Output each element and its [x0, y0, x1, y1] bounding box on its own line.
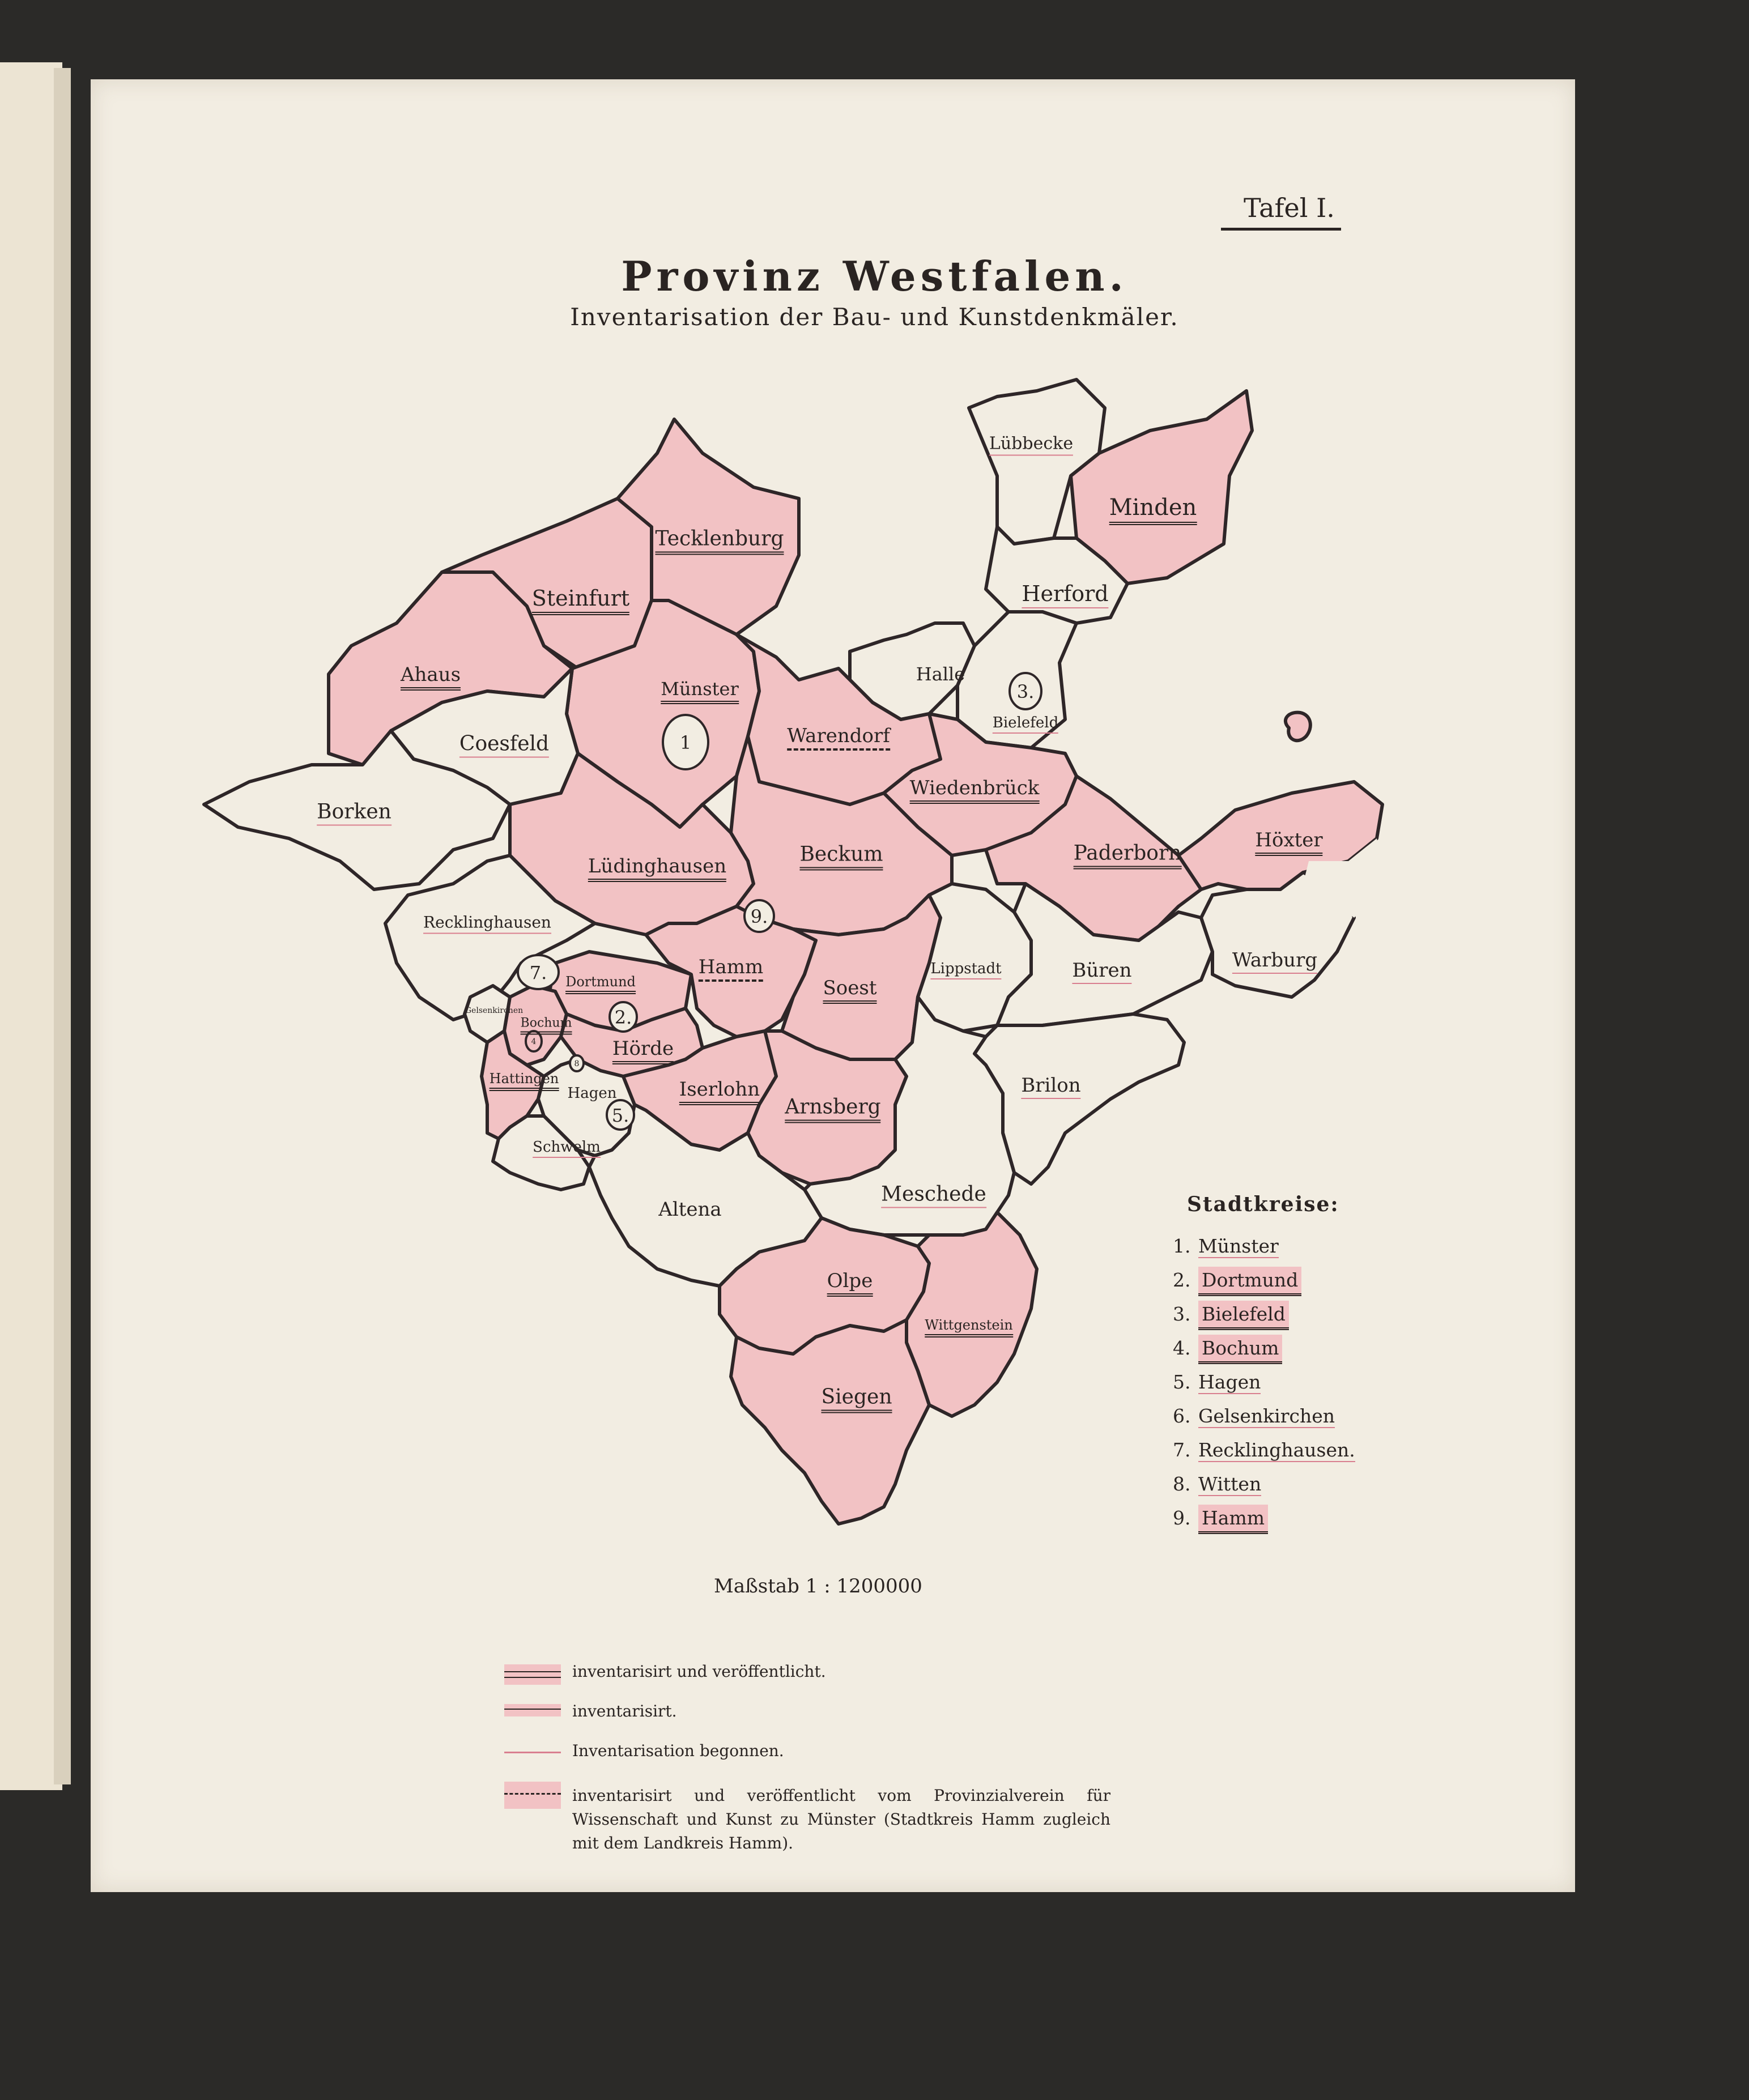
stadtkreis-number: 3.: [1173, 1303, 1191, 1325]
stadtkreis-item: [1173, 1371, 1261, 1393]
district-label-luedinghausen: Lüdinghausen: [588, 855, 726, 882]
district-label-beckum: Beckum: [799, 843, 883, 871]
district-wittgenstein: [907, 1212, 1037, 1416]
legend-swatch-line: [504, 1752, 561, 1753]
district-label-olpe: Olpe: [827, 1270, 873, 1297]
stadtkreis-number: 7.: [1173, 1439, 1191, 1461]
stadtkreis-item: [1173, 1507, 1268, 1529]
city-marker-number: 3.: [1016, 681, 1035, 702]
district-label-hattingen: Hattingen: [490, 1071, 559, 1091]
district-label-wiedenbrueck: Wiedenbrück: [910, 777, 1040, 804]
stadtkreis-item: [1173, 1303, 1289, 1325]
legend-swatch-line: [504, 1671, 561, 1678]
legend-text-single: inventarisirt.: [572, 1702, 677, 1720]
stadtkreis-number: 5.: [1173, 1371, 1191, 1393]
stadtkreis-number: 8.: [1173, 1473, 1191, 1495]
district-label-arnsberg: Arnsberg: [785, 1096, 880, 1123]
city-marker-number: 1: [679, 732, 692, 753]
district-label-altena: Altena: [658, 1198, 722, 1221]
district-label-hagen: Hagen: [567, 1085, 617, 1102]
district-label-hoerde: Hörde: [612, 1037, 674, 1064]
city-marker-number: 2.: [614, 1007, 632, 1028]
stadtkreis-name: Hamm: [1198, 1505, 1268, 1534]
city-marker-number: 9.: [750, 906, 768, 927]
district-label-warendorf: Warendorf: [787, 725, 890, 751]
stadtkreise-title: Stadtkreise:: [1187, 1192, 1339, 1216]
district-label-bielefeld: Bielefeld: [993, 714, 1058, 734]
stadtkreis-item: [1173, 1337, 1282, 1359]
district-label-bochum: Bochum: [521, 1016, 572, 1035]
district-siegen: [731, 1320, 929, 1524]
district-label-hoexter: Höxter: [1255, 829, 1322, 856]
district-label-gelsenkirchen: Gelsenkirchen: [465, 1006, 524, 1015]
stadtkreis-name: Hagen: [1198, 1371, 1261, 1393]
map-title: Provinz Westfalen.: [621, 252, 1128, 300]
stadtkreis-name: Gelsenkirchen: [1198, 1405, 1335, 1427]
legend-text-dashed: inventarisirt und veröffentlicht vom Provinzialverein für Wissenschaft und Kunst zu Münster (Stadtkreis Hamm zugleich mit dem Landkreis Hamm).: [572, 1786, 1110, 1852]
hoexter-exclave: [1286, 713, 1310, 741]
district-label-lippstadt: Lippstadt: [930, 960, 1001, 979]
stadtkreis-name: Dortmund: [1198, 1267, 1301, 1296]
district-label-soest: Soest: [823, 977, 877, 1004]
district-label-paderborn: Paderborn: [1074, 842, 1182, 870]
stadtkreis-item: [1173, 1235, 1279, 1257]
stadtkreis-number: 6.: [1173, 1405, 1191, 1427]
stadtkreis-name: Witten: [1198, 1473, 1262, 1495]
stadtkreis-item: [1173, 1439, 1355, 1461]
stadtkreis-number: 4.: [1173, 1337, 1191, 1359]
city-marker-number: 7.: [529, 962, 547, 983]
district-label-ahaus: Ahaus: [401, 663, 461, 691]
stadtkreis-name: Bielefeld: [1198, 1301, 1289, 1330]
district-label-luebbecke: Lübbecke: [989, 434, 1073, 456]
district-label-coesfeld: Coesfeld: [459, 732, 549, 758]
legend-swatch-double: [504, 1664, 561, 1685]
district-label-wittgenstein: Wittgenstein: [925, 1317, 1013, 1337]
district-label-recklinghausen: Recklinghausen: [423, 913, 551, 934]
city-marker-number: 5.: [611, 1105, 629, 1126]
legend-swatch-line: [504, 1793, 561, 1795]
district-label-iserlohn: Iserlohn: [679, 1078, 760, 1105]
stadtkreis-number: 1.: [1173, 1235, 1191, 1257]
district-label-herford: Herford: [1022, 581, 1108, 608]
city-marker-number: 8: [574, 1059, 580, 1068]
district-label-hamm: Hamm: [699, 956, 763, 982]
legend-swatch-dashed: [504, 1782, 561, 1809]
stadtkreis-name: Münster: [1198, 1235, 1279, 1257]
stadtkreis-name: Bochum: [1198, 1335, 1282, 1364]
legend-text-line: Inventarisation begonnen.: [572, 1741, 784, 1760]
district-label-minden: Minden: [1109, 495, 1197, 525]
map-subtitle: Inventarisation der Bau- und Kunstdenkmäler.: [570, 303, 1179, 331]
district-label-brilon: Brilon: [1021, 1074, 1080, 1099]
plate-label: Tafel I.: [1244, 193, 1335, 223]
district-label-borken: Borken: [317, 800, 391, 826]
stadtkreis-item: [1173, 1473, 1261, 1495]
district-label-steinfurt: Steinfurt: [532, 586, 629, 615]
district-label-schwelm: Schwelm: [533, 1139, 601, 1158]
district-label-halle: Halle: [916, 663, 965, 685]
legend-swatch-line: [504, 1709, 561, 1710]
district-label-muenster: Münster: [661, 678, 739, 704]
district-label-bueren: Büren: [1072, 959, 1131, 984]
stadtkreis-number: 9.: [1173, 1507, 1191, 1529]
stadtkreis-item: [1173, 1269, 1301, 1291]
district-label-tecklenburg: Tecklenburg: [656, 527, 784, 555]
district-label-meschede: Meschede: [881, 1183, 986, 1208]
scale-label: Maßstab 1 : 1200000: [714, 1575, 922, 1598]
stadtkreis-number: 2.: [1173, 1269, 1191, 1291]
legend-swatch-single: [504, 1704, 561, 1716]
district-label-dortmund: Dortmund: [565, 974, 636, 994]
district-label-siegen: Siegen: [821, 1386, 892, 1413]
legend-text-double: inventarisirt und veröffentlicht.: [572, 1662, 826, 1681]
stadtkreis-item: [1173, 1405, 1335, 1427]
district-label-warburg: Warburg: [1232, 949, 1317, 974]
stadtkreis-name: Recklinghausen.: [1198, 1439, 1355, 1461]
city-marker-number: 4: [531, 1037, 537, 1046]
